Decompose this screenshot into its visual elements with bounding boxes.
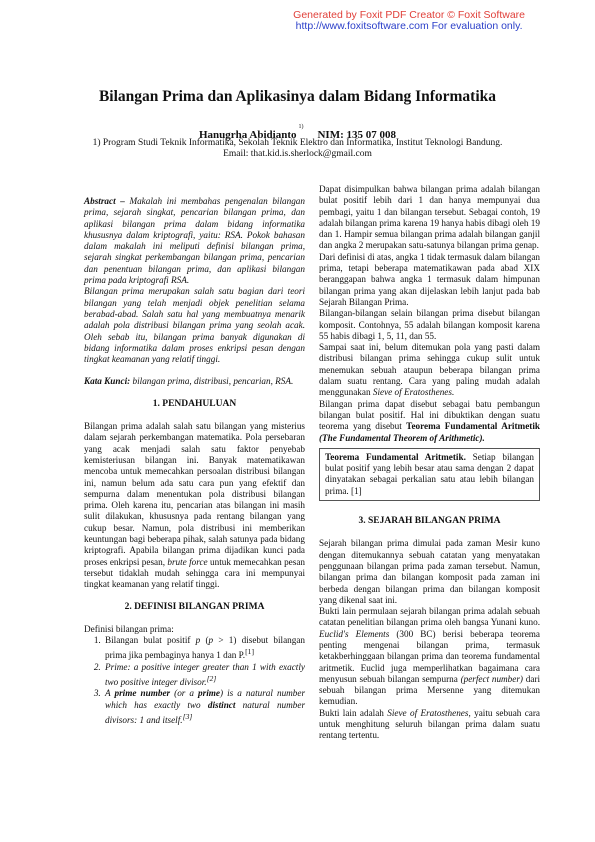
definition-item-1: 1. Bilangan bulat positif p (p > 1) disebut bilangan prima jika pembaginya hanya 1 dan P.[1] (103, 635, 305, 662)
affiliation: 1) Program Studi Teknik Informatika, Sekolah Teknik Elektro dan Informatika, Institut Teknologi Bandung. (92, 138, 503, 148)
right-p2: Dari definisi di atas, angka 1 tidak termasuk dalam bilangan prima, tetapi beberapa matematikawan pada abad XIX beranggapan bahwa angka 1 termasuk dalam himpunan bilangan prima yang akan dijelaskan lebih lanjut pada bab Sejarah Bilangan Prima. (319, 251, 540, 307)
keywords-text: bilangan prima, distribusi, pencarian, RSA. (132, 376, 294, 387)
left-column (84, 196, 305, 726)
section-1-text-b: untuk memecahkan pesan tersebut tidaklah mudah sehingga cara ini mempunyai tingkat keamanan yang relatif tinggi. (84, 556, 306, 590)
keywords-label: Kata Kunci: (84, 376, 131, 387)
section-3-p1: Sejarah bilangan prima dimulai pada zaman Mesir kuno dengan ditemukannya sebuah catatan yang menyatakan penggunaan bilangan prima pada zaman tersebut. Namun, bilangan prima dan bilangan komposit pada zaman ini berbeda dengan bilangan prima dan bilangan komposit yang dikenal saat ini. (319, 538, 540, 605)
affiliation-block (80, 138, 515, 160)
author-nim: NIM: 135 07 008 (317, 129, 397, 141)
sieve-term-2: Sieve of Eratosthenes, (387, 707, 471, 718)
section-3-p3: Bukti lain adalah Sieve of Eratosthenes, yaitu sebuah cara untuk menghitung seluruh bilangan prima dalam suatu rentang tertentu. (319, 707, 541, 741)
brute-force-term: brute force (167, 556, 208, 567)
watermark-line-2[interactable]: http://www.foxitsoftware.com For evaluation only. (295, 20, 523, 32)
sieve-term: Sieve of Eratosthenes. (372, 387, 455, 398)
perfect-number-term: (perfect number) (460, 673, 523, 684)
right-p1: Dapat disimpulkan bahwa bilangan prima adalah bilangan bulat positif lebih dari 1 dan hanya mempunyai dua pembagi, yaitu 1 dan bilangan tersebut. Sebagai contoh, 19 adalah bilangan prima karena 19 hanya habis dibagi oleh 19 dan 1. Hampir semua bilangan prima adalah bilangan ganjil dan angka 2 merupakan satu-satunya bilangan prima genap. (319, 184, 540, 251)
section-3-p2: Bukti lain permulaan sejarah bilangan prima adalah sebuah catatan penelitian bilangan prima oleh bangsa Yunani kuno. Euclid's Elements (300 BC) berisi beberapa teorema penting mengenai bilangan prima, termasuk ketakberhinggaan bilangan prima dan teorema fundamental aritmetik. Euclid juga memperlihatkan bagaimana cara menyusun sebuah bilangan sempurna (perfect number) dari sebuah bilangan prima Mersenne yang ditemukan kemudian. (319, 606, 541, 707)
author-superscript: 1) (298, 124, 304, 130)
watermark-line-1: Generated by Foxit PDF Creator © Foxit Software (293, 9, 525, 21)
right-p3: Bilangan-bilangan selain bilangan prima disebut bilangan komposit. Contohnya, 55 adalah bilangan komposit karena 55 habis dibagi 1, 5, 11, dan 55. (319, 308, 540, 341)
section-3-heading: 3. SEJARAH BILANGAN PRIMA (358, 516, 501, 527)
author-name: Hanugrha Abidianto (198, 129, 297, 141)
citation-2: [2] (206, 674, 217, 684)
definition-intro: Definisi bilangan prima: (84, 623, 174, 634)
section-1-text (84, 421, 305, 590)
abstract-text-1: Makalah ini membahas pengenalan bilangan prima, sejarah singkat, pencarian bilangan prima, dan aplikasi bilangan prima dalam bidang informatika khususnya dalam kriptografi, yaitu: RSA. Pokok bahasan dalam makalah ini meliputi definisi bilangan prima, sejarah singkat perkembangan bilangan prima, pencarian dan penentuan bilangan prima, dan aplikasi bilangan prima pada kriptografi RSA. (84, 196, 305, 286)
section-1-heading: 1. PENDAHULUAN (152, 398, 237, 409)
abstract-p2: Bilangan prima merupakan salah satu bagian dari teori bilangan yang telah menjadi objek penelitian selama berabad-abad. Salah satu hal yang membuatnya menarik adalah pola distribusi bilangan prima yang seolah acak. Oleh sebab itu, bilangan prima banyak digunakan di bidang informatika dalam proses enkripsi pesan dengan tingkat keamanan yang relatif tinggi. (84, 286, 305, 365)
definition-list (84, 635, 305, 726)
keywords (84, 376, 305, 387)
section-2-heading: 2. DEFINISI BILANGAN PRIMA (124, 601, 265, 612)
euclid-elements-term: Euclid's Elements (319, 628, 390, 639)
citation-3: [3] (182, 712, 193, 721)
citation-1: [1] (245, 647, 255, 657)
theorem-box (319, 448, 540, 501)
definition-item-2: 2. Prime: a positive integer greater than 1 with exactly two positive integer divisor.[2] (103, 662, 305, 689)
right-p5: Bilangan prima dapat disebut sebagai batu pembangun bilangan bulat positif. Hal ini dibuktikan dengan suatu teorema yang disebut Teorema Fundamental Aritmetik (The Fundamental Theorem of Arithmetic). (319, 398, 540, 443)
section-1-text-a: Bilangan prima adalah salah satu bilangan yang misterius dalam sejarah perkembangan matematika. Pola persebaran yang acak menjadi salah satu faktor penyebab kemisteriusan bilangan ini. Banyak matematikawan mencoba untuk memecahkan persoalan distribusi bilangan ini, namun belum ada satu cara pun yang efektif dan sempurna dalam menentukan pola distribusi bilangan prima. Oleh karena itu, pencarian atas bilangan ini masih sulit dilakukan, khususnya pada rentang bilangan yang cukup besar. Namun, pola distribusi ini memberikan keuntungan bagi beberapa pihak, salah satunya pada bidang kriptografi. Apabila bilangan prima dijadikan kunci pada proses enkripsi pesan, (84, 421, 305, 567)
definition-item-3: 3. A prime number (or a prime) is a natural number which has exactly two distinct natural number divisors: 1 and itself.[3] (103, 688, 305, 726)
watermark (293, 10, 525, 32)
abstract-label: Abstract – (84, 196, 125, 206)
abstract-p1 (84, 196, 305, 286)
theorem-box-title: Teorema Fundamental Aritmetik. (325, 451, 466, 462)
email: Email: that.kid.is.sherlock@gmail.com (223, 149, 372, 159)
right-column (319, 184, 540, 742)
right-p4: Sampai saat ini, belum ditemukan pola yang pasti dalam distribusi bilangan prima sehingga cukup sulit untuk menemukan sebuah ataupun beberapa bilangan prima dalam suatu rentang. Cara yang paling mudah adalah menggunakan Sieve of Eratosthenes. (319, 342, 540, 398)
theorem-box-text: Setiap bilangan bulat positif yang lebih besar atau sama dengan 2 dapat dinyatakan sebagai perkalian satu atau lebih bilangan prima. [1] (325, 451, 535, 496)
paper-title: Bilangan Prima dan Aplikasinya dalam Bidang Informatika (98, 88, 497, 105)
theorem-name: Teorema Fundamental Aritmetik (406, 421, 540, 432)
theorem-english: (The Fundamental Theorem of Arithmetic). (319, 432, 485, 443)
